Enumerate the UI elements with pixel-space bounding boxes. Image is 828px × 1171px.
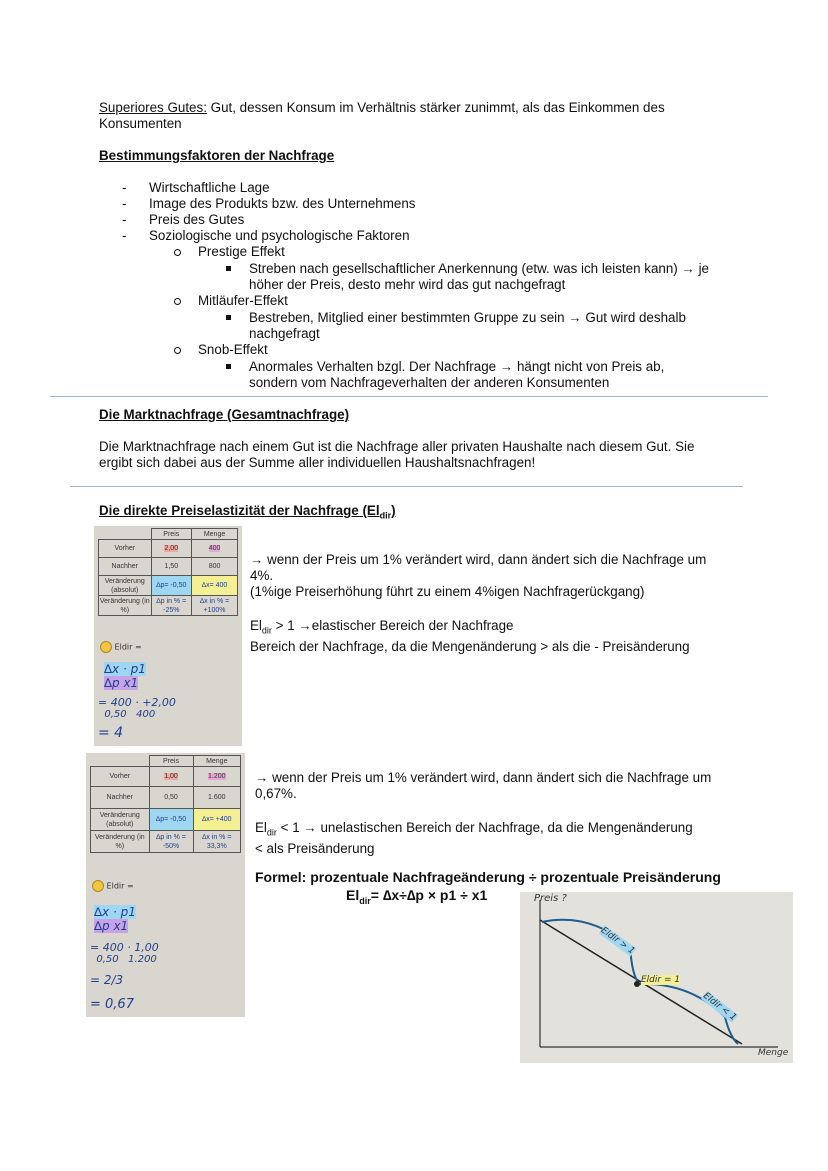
lightbulb-icon <box>100 641 112 653</box>
circle-bullet-icon <box>174 249 181 256</box>
lightbulb-icon <box>92 880 104 892</box>
market-title: Die Marktnachfrage (Gesamtnachfrage) <box>99 407 350 422</box>
factor-item: - Wirtschaftliche Lage <box>122 180 270 195</box>
prestige-detail: Streben nach gesellschaftlicher Anerkennung (etw. was ich leisten kann) → je höher der Preis, desto mehr wird das gut nachgefragt <box>226 261 746 293</box>
eldir-label: Eldir = <box>92 880 134 892</box>
eldir-label: Eldir = <box>100 641 142 653</box>
snob-effect: Snob-Effekt <box>174 342 268 358</box>
square-bullet-icon <box>226 364 231 369</box>
factor-item: - Image des Produkts bzw. des Unternehmens <box>122 196 416 211</box>
divider <box>50 396 768 397</box>
superior-definition <box>99 100 739 132</box>
superior-line1: Gut, dessen Konsum im Verhältnis stärker zunimmt, als das Einkommen des <box>206 100 665 115</box>
elasticity-table-1: Preis Menge Vorher 2,00 400 Nachher 1,50 800 Veränderung (absolut) ∆p= -0,50 ∆x= 400 Veränderung (in %) ∆p in % = -25% ∆x in % = +100% <box>98 528 238 616</box>
market-text: Die Marktnachfrage nach einem Gut ist die Nachfrage aller privaten Haushalte nach diesem Gut. Sie ergibt sich dabei aus der Summe aller individuellen Haushaltsnachfragen! <box>99 439 695 470</box>
formula: $El_{dir}= \Delta x\div\Delta p \times p1 \div x1$ <box>346 887 488 906</box>
formula-line: = 400 · +2,00 <box>98 696 176 709</box>
y-axis-label: Preis ? <box>534 893 567 904</box>
formula-line: = 2/3 <box>90 973 124 987</box>
formula-line: ∆x · p1 <box>104 662 146 676</box>
example2-text: → wenn der Preis um 1% verändert wird, dann ändert sich die Nachfrage um 0,67%. <box>255 770 712 801</box>
factor-item: - Soziologische und psychologische Faktoren <box>122 228 410 243</box>
elasticity-table-2: Preis Menge Vorher 1,00 1.200 Nachher 0,50 1.600 Veränderung (absolut) ∆p= -0,50 ∆x= +400 Veränderung (in %) ∆p in % = -50% ∆x in % = 33,3% <box>90 755 241 853</box>
demand-curve-photo <box>520 892 793 1063</box>
factors-title: Bestimmungsfaktoren der Nachfrage <box>99 148 335 163</box>
divider <box>70 486 743 487</box>
prestige-effect: Prestige Effekt <box>174 244 285 260</box>
formula-result: = 0,67 <box>90 997 134 1012</box>
formula-result: = 4 <box>98 725 124 741</box>
formula-line: ∆p x1 <box>104 676 139 690</box>
unit-elastic-point <box>634 981 640 987</box>
handwritten-table-photo-1 <box>94 526 242 746</box>
elastic-label: Eldir > 1 <box>598 925 637 957</box>
formula-line: ∆p x1 <box>94 919 129 933</box>
circle-bullet-icon <box>174 298 181 305</box>
example1-text: → wenn der Preis um 1% verändert wird, dann ändert sich die Nachfrage um 4%. (1%ige Preiserhöhung führt zu einem 4%igen Nachfragerückgang) <box>250 552 707 599</box>
factor-item: - Preis des Gutes <box>122 212 245 227</box>
formula-line: ∆x · p1 <box>94 905 136 919</box>
mitlaeufer-effect: Mitläufer-Effekt <box>174 293 288 309</box>
square-bullet-icon <box>226 315 231 320</box>
inelastic-label: Eldir < 1 <box>701 991 739 1023</box>
mitlaeufer-detail: Bestreben, Mitglied einer bestimmten Gruppe zu sein → Gut wird deshalb nachgefragt <box>226 310 746 342</box>
circle-bullet-icon <box>174 347 181 354</box>
snob-detail: Anormales Verhalten bzgl. Der Nachfrage → hängt nicht von Preis ab, sondern vom Nachfrageverhalten der anderen Konsumenten <box>226 359 746 391</box>
elasticity-title: Die direkte Preiselastizität der Nachfrage $(El_{dir})$ <box>99 503 396 521</box>
example2-conclusion: $El_{dir} < 1$ → unelastischen Bereich der Nachfrage, da die Mengenänderung < als Preisänderung <box>255 820 693 856</box>
superior-term: Superiores Gutes: <box>99 100 207 115</box>
square-bullet-icon <box>226 266 231 271</box>
unit-elastic-label: Eldir = 1 <box>641 975 681 985</box>
superior-line2: Konsumenten <box>99 116 182 131</box>
factors-list <box>122 180 415 244</box>
formula-line: = 400 · 1,00 <box>90 941 159 954</box>
formula-title: Formel: prozentuale Nachfrageänderung ÷ prozentuale Preisänderung <box>255 869 721 885</box>
example1-conclusion: $El_{dir} > 1$ →elastischer Bereich der Nachfrage Bereich der Nachfrage, da die Mengenänderung > als die - Preisänderung <box>250 618 690 654</box>
x-axis-label: Menge <box>758 1048 789 1058</box>
handwritten-table-photo-2 <box>86 753 245 1017</box>
formula-line: 0,50 1.200 <box>90 954 157 965</box>
formula-line: 0,50 400 <box>98 709 156 720</box>
